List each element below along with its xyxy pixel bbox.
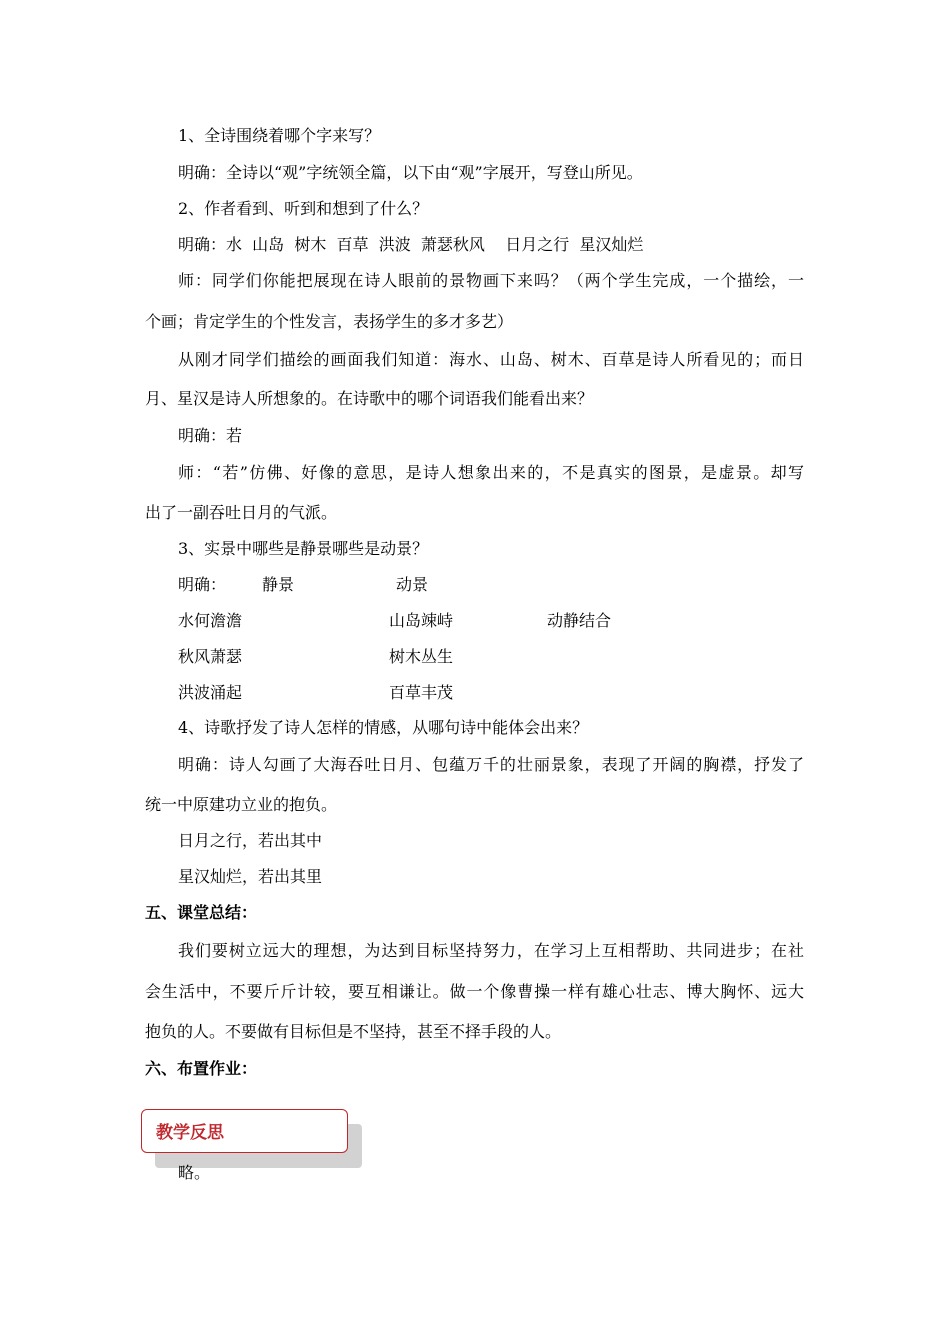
reflection-body: 略。 (178, 1163, 211, 1182)
question-4: 4、诗歌抒发了诗人怎样的情感，从哪句诗中能体会出来？ (178, 718, 589, 737)
scene-row-3-dynamic: 百草丰茂 (389, 683, 454, 702)
scene-row-1-note: 动静结合 (547, 611, 612, 630)
scene-row-1-static: 水何澹澹 (178, 611, 243, 630)
answer-1: 明确：全诗以“观”字统领全篇，以下由“观”字展开，写登山所见。 (178, 163, 643, 182)
answer-3: 明确：若 (178, 426, 243, 445)
answer-5-line-1: 明确：诗人勾画了大海吞吐日月、包蕴万千的壮丽景象，表现了开阔的胸襟，抒发了 (178, 755, 804, 774)
poem-verse-2: 星汉灿烂，若出其里 (178, 867, 323, 886)
summary-line-1: 我们要树立远大的理想，为达到目标坚持努力，在学习上互相帮助、共同进步；在社 (178, 941, 804, 960)
summary-line-2: 会生活中，不要斤斤计较，要互相谦让。做一个像曹操一样有雄心壮志、博大胸怀、远大 (145, 982, 804, 1001)
reflection-title: 教学反思 (156, 1123, 224, 1143)
section-heading-summary: 五、课堂总结： (145, 903, 258, 922)
teacher-prompt-2-line-1: 师：“若”仿佛、好像的意思，是诗人想象出来的，不是真实的图景，是虚景。却写 (178, 463, 804, 482)
scene-row-3-static: 洪波涌起 (178, 683, 243, 702)
scene-row-2-static: 秋风萧瑟 (178, 647, 243, 666)
summary-line-3: 抱负的人。不要做有目标但是不坚持，甚至不择手段的人。 (145, 1022, 562, 1041)
paragraph-1-line-2: 月、星汉是诗人所想象的。在诗歌中的哪个词语我们能看出来？ (145, 389, 594, 408)
answer-2: 明确：水 山岛 树木 百草 洪波 萧瑟秋风 日月之行 星汉灿烂 (178, 235, 644, 254)
column-header-dynamic: 动景 (396, 575, 429, 594)
section-heading-homework: 六、布置作业： (145, 1059, 258, 1078)
question-2: 2、作者看到、听到和想到了什么？ (178, 199, 429, 218)
teacher-prompt-1-line-1: 师：同学们你能把展现在诗人眼前的景物画下来吗？（两个学生完成，一个描绘，一 (178, 271, 804, 290)
scene-row-1-dynamic: 山岛竦峙 (389, 611, 454, 630)
teacher-prompt-1-line-2: 个画；肯定学生的个性发言，表扬学生的多才多艺） (145, 312, 514, 331)
teacher-prompt-2-line-2: 出了一副吞吐日月的气派。 (145, 503, 338, 522)
answer-4-label: 明确： (178, 575, 227, 594)
paragraph-1-line-1: 从刚才同学们描绘的画面我们知道：海水、山岛、树木、百草是诗人所看见的；而日 (178, 350, 804, 369)
question-3: 3、实景中哪些是静景哪些是动景？ (178, 539, 429, 558)
poem-verse-1: 日月之行，若出其中 (178, 831, 323, 850)
reflection-badge (141, 1109, 348, 1153)
column-header-static: 静景 (262, 575, 295, 594)
question-1: 1、全诗围绕着哪个字来写？ (178, 126, 381, 145)
scene-row-2-dynamic: 树木丛生 (389, 647, 454, 666)
answer-5-line-2: 统一中原建功立业的抱负。 (145, 795, 338, 814)
